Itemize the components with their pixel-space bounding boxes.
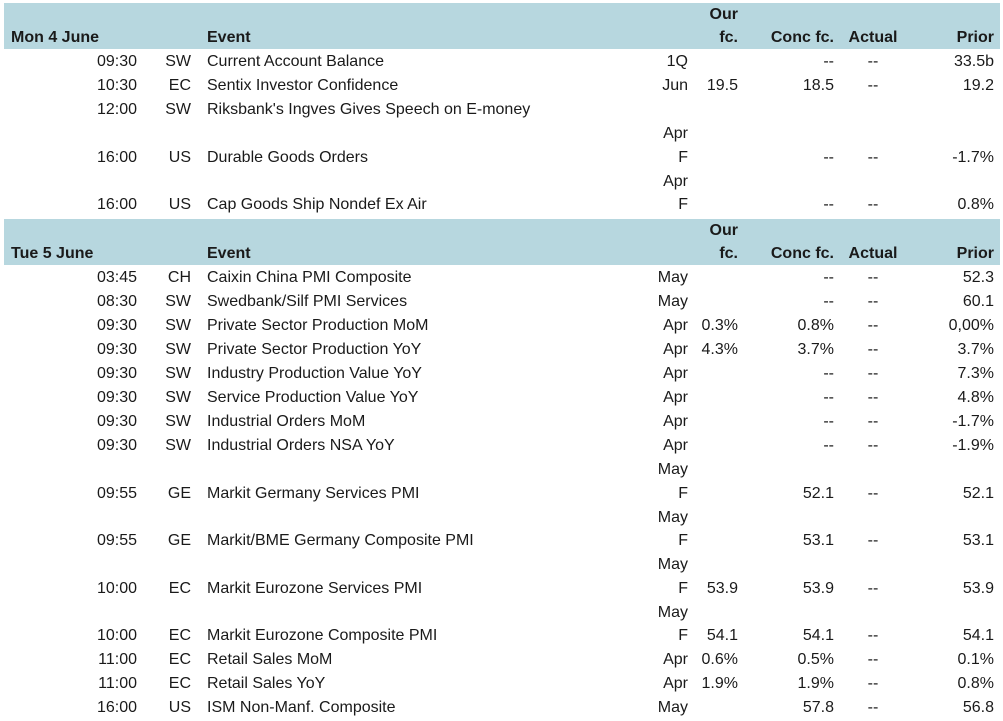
event-name: Service Production Value YoY: [207, 389, 419, 406]
column-header-our-fc: fc.: [719, 29, 738, 46]
consensus-forecast: 18.5: [802, 77, 834, 94]
event-region: EC: [168, 675, 191, 692]
event-name: Industry Production Value YoY: [207, 365, 422, 382]
consensus-forecast: --: [823, 293, 834, 310]
event-region: SW: [165, 317, 191, 334]
event-period: May: [657, 269, 688, 286]
event-region: EC: [168, 579, 191, 597]
event-period: Apr: [663, 675, 688, 692]
actual-value: --: [867, 269, 879, 286]
event-region: EC: [168, 627, 191, 644]
event-time: 09:30: [96, 317, 137, 334]
event-period: May: [657, 603, 688, 621]
event-period: F: [678, 579, 688, 597]
our-forecast: 54.1: [706, 627, 738, 644]
consensus-forecast: --: [823, 269, 834, 286]
event-time: 10:00: [96, 579, 137, 597]
event-time: 08:30: [96, 293, 137, 310]
prior-value: 54.1: [962, 627, 994, 644]
consensus-forecast: 53.1: [802, 532, 834, 549]
event-region: EC: [168, 77, 191, 94]
event-time: 16:00: [96, 148, 137, 166]
event-region: SW: [165, 365, 191, 382]
day-title: Tue 5 June: [11, 245, 94, 262]
consensus-forecast: 57.8: [802, 699, 834, 716]
consensus-forecast: 0.8%: [797, 317, 834, 334]
event-region: SW: [165, 389, 191, 406]
actual-value: --: [867, 437, 879, 454]
prior-value: -1.9%: [952, 437, 994, 454]
our-forecast: 4.3%: [701, 341, 738, 358]
event-time: 09:55: [96, 532, 137, 549]
event-region: SW: [165, 53, 191, 70]
prior-value: 0.8%: [957, 196, 994, 213]
prior-value: 7.3%: [957, 365, 994, 382]
event-name: Retail Sales YoY: [207, 675, 326, 692]
event-time: 11:00: [98, 651, 137, 668]
event-period: Apr: [663, 437, 688, 454]
event-name: Current Account Balance: [207, 53, 384, 70]
event-region: GE: [167, 532, 191, 549]
column-header-our-fc: Our: [709, 6, 738, 23]
event-period: Apr: [663, 172, 688, 190]
consensus-forecast: --: [823, 437, 834, 454]
event-period: 1Q: [666, 53, 688, 70]
event-name: Caixin China PMI Composite: [207, 269, 412, 286]
prior-value: 52.1: [962, 484, 994, 502]
actual-value: --: [867, 579, 879, 597]
actual-value: --: [867, 148, 879, 166]
event-period: May: [657, 293, 688, 310]
column-header-our-fc: Our: [709, 222, 738, 239]
column-header-event: Event: [207, 29, 251, 46]
prior-value: 56.8: [962, 699, 994, 716]
prior-value: 3.7%: [957, 341, 994, 358]
column-header-prior: Prior: [956, 29, 994, 46]
event-time: 10:30: [96, 77, 137, 94]
actual-value: --: [867, 675, 879, 692]
actual-value: --: [867, 317, 879, 334]
actual-value: --: [867, 532, 879, 549]
event-period: F: [678, 148, 688, 166]
consensus-forecast: --: [823, 365, 834, 382]
column-header-conc-fc: Conc fc.: [770, 29, 834, 46]
actual-value: --: [867, 341, 879, 358]
event-region: CH: [167, 269, 191, 286]
consensus-forecast: 52.1: [802, 484, 834, 502]
prior-value: 60.1: [962, 293, 994, 310]
event-region: SW: [165, 101, 191, 118]
consensus-forecast: 3.7%: [797, 341, 834, 358]
event-name: Cap Goods Ship Nondef Ex Air: [207, 196, 427, 213]
event-name: Sentix Investor Confidence: [207, 77, 399, 94]
column-header-our-fc: fc.: [719, 245, 738, 262]
event-period: Apr: [663, 341, 688, 358]
event-period: May: [657, 508, 688, 526]
event-name: Markit Eurozone Services PMI: [207, 579, 423, 597]
our-forecast: 53.9: [706, 579, 738, 597]
event-time: 09:30: [96, 437, 137, 454]
event-name: Markit/BME Germany Composite PMI: [207, 532, 474, 549]
prior-value: 0,00%: [948, 317, 994, 334]
consensus-forecast: --: [823, 148, 834, 166]
event-time: 09:30: [96, 365, 137, 382]
actual-value: --: [867, 699, 879, 716]
prior-value: 0.8%: [957, 675, 994, 692]
prior-value: 0.1%: [957, 651, 994, 668]
event-name: Riksbank's Ingves Gives Speech on E-money: [207, 101, 531, 118]
consensus-forecast: 53.9: [802, 579, 834, 597]
event-time: 09:30: [96, 53, 137, 70]
consensus-forecast: --: [823, 196, 834, 213]
actual-value: --: [867, 651, 879, 668]
actual-value: --: [867, 484, 879, 502]
actual-value: --: [867, 627, 879, 644]
column-header-actual: Actual: [848, 29, 898, 46]
actual-value: --: [867, 196, 879, 213]
event-region: GE: [167, 484, 191, 502]
event-name: Retail Sales MoM: [207, 651, 333, 668]
prior-value: 33.5b: [953, 53, 994, 70]
consensus-forecast: 1.9%: [797, 675, 834, 692]
event-region: US: [168, 196, 191, 213]
prior-value: 52.3: [962, 269, 994, 286]
consensus-forecast: 0.5%: [797, 651, 834, 668]
event-time: 16:00: [96, 196, 137, 213]
event-period: May: [657, 556, 688, 573]
event-time: 16:00: [96, 699, 137, 716]
event-time: 12:00: [96, 101, 137, 118]
prior-value: 4.8%: [957, 389, 994, 406]
event-period: F: [678, 627, 688, 644]
prior-value: 53.9: [962, 579, 994, 597]
event-period: May: [657, 699, 688, 716]
event-region: US: [168, 699, 191, 716]
event-period: F: [678, 484, 688, 502]
consensus-forecast: 54.1: [802, 627, 834, 644]
event-period: Apr: [663, 125, 688, 142]
column-header-conc-fc: Conc fc.: [770, 245, 834, 262]
consensus-forecast: --: [823, 413, 834, 430]
event-name: Industrial Orders NSA YoY: [207, 437, 395, 454]
event-period: Apr: [663, 317, 688, 334]
consensus-forecast: --: [823, 389, 834, 406]
event-time: 09:30: [96, 341, 137, 358]
event-period: Apr: [663, 413, 688, 430]
event-name: Private Sector Production YoY: [207, 341, 422, 358]
event-region: SW: [165, 293, 191, 310]
consensus-forecast: --: [823, 53, 834, 70]
our-forecast: 1.9%: [701, 675, 738, 692]
our-forecast: 0.6%: [701, 651, 738, 668]
our-forecast: 19.5: [706, 77, 738, 94]
event-region: EC: [168, 651, 191, 668]
event-time: 09:55: [96, 484, 137, 502]
event-name: Industrial Orders MoM: [207, 413, 366, 430]
column-header-event: Event: [207, 245, 251, 262]
prior-value: -1.7%: [952, 413, 994, 430]
actual-value: --: [867, 389, 879, 406]
event-period: Apr: [663, 389, 688, 406]
event-name: Private Sector Production MoM: [207, 317, 429, 334]
event-time: 09:30: [96, 413, 137, 430]
event-period: Apr: [663, 651, 688, 668]
event-name: Swedbank/Silf PMI Services: [207, 293, 408, 310]
event-time: 03:45: [96, 269, 137, 286]
actual-value: --: [867, 77, 879, 94]
actual-value: --: [867, 413, 879, 430]
actual-value: --: [867, 365, 879, 382]
event-name: ISM Non-Manf. Composite: [207, 699, 396, 716]
prior-value: 53.1: [962, 532, 994, 549]
event-period: F: [678, 532, 688, 549]
column-header-prior: Prior: [956, 245, 994, 262]
actual-value: --: [867, 53, 879, 70]
day-title: Mon 4 June: [11, 29, 100, 46]
column-header-actual: Actual: [848, 245, 898, 262]
prior-value: 19.2: [962, 77, 994, 94]
prior-value: -1.7%: [952, 148, 994, 166]
event-name: Markit Eurozone Composite PMI: [207, 627, 438, 644]
event-period: Jun: [662, 77, 688, 94]
event-region: SW: [165, 341, 191, 358]
actual-value: --: [867, 293, 879, 310]
event-period: Apr: [663, 365, 688, 382]
event-region: SW: [165, 413, 191, 430]
event-period: F: [678, 196, 688, 213]
event-period: May: [657, 461, 688, 478]
event-region: SW: [165, 437, 191, 454]
our-forecast: 0.3%: [701, 317, 738, 334]
event-region: US: [168, 148, 191, 166]
event-name: Durable Goods Orders: [207, 148, 368, 166]
event-name: Markit Germany Services PMI: [207, 484, 420, 502]
event-time: 09:30: [96, 389, 137, 406]
event-time: 11:00: [98, 675, 137, 692]
event-time: 10:00: [96, 627, 137, 644]
